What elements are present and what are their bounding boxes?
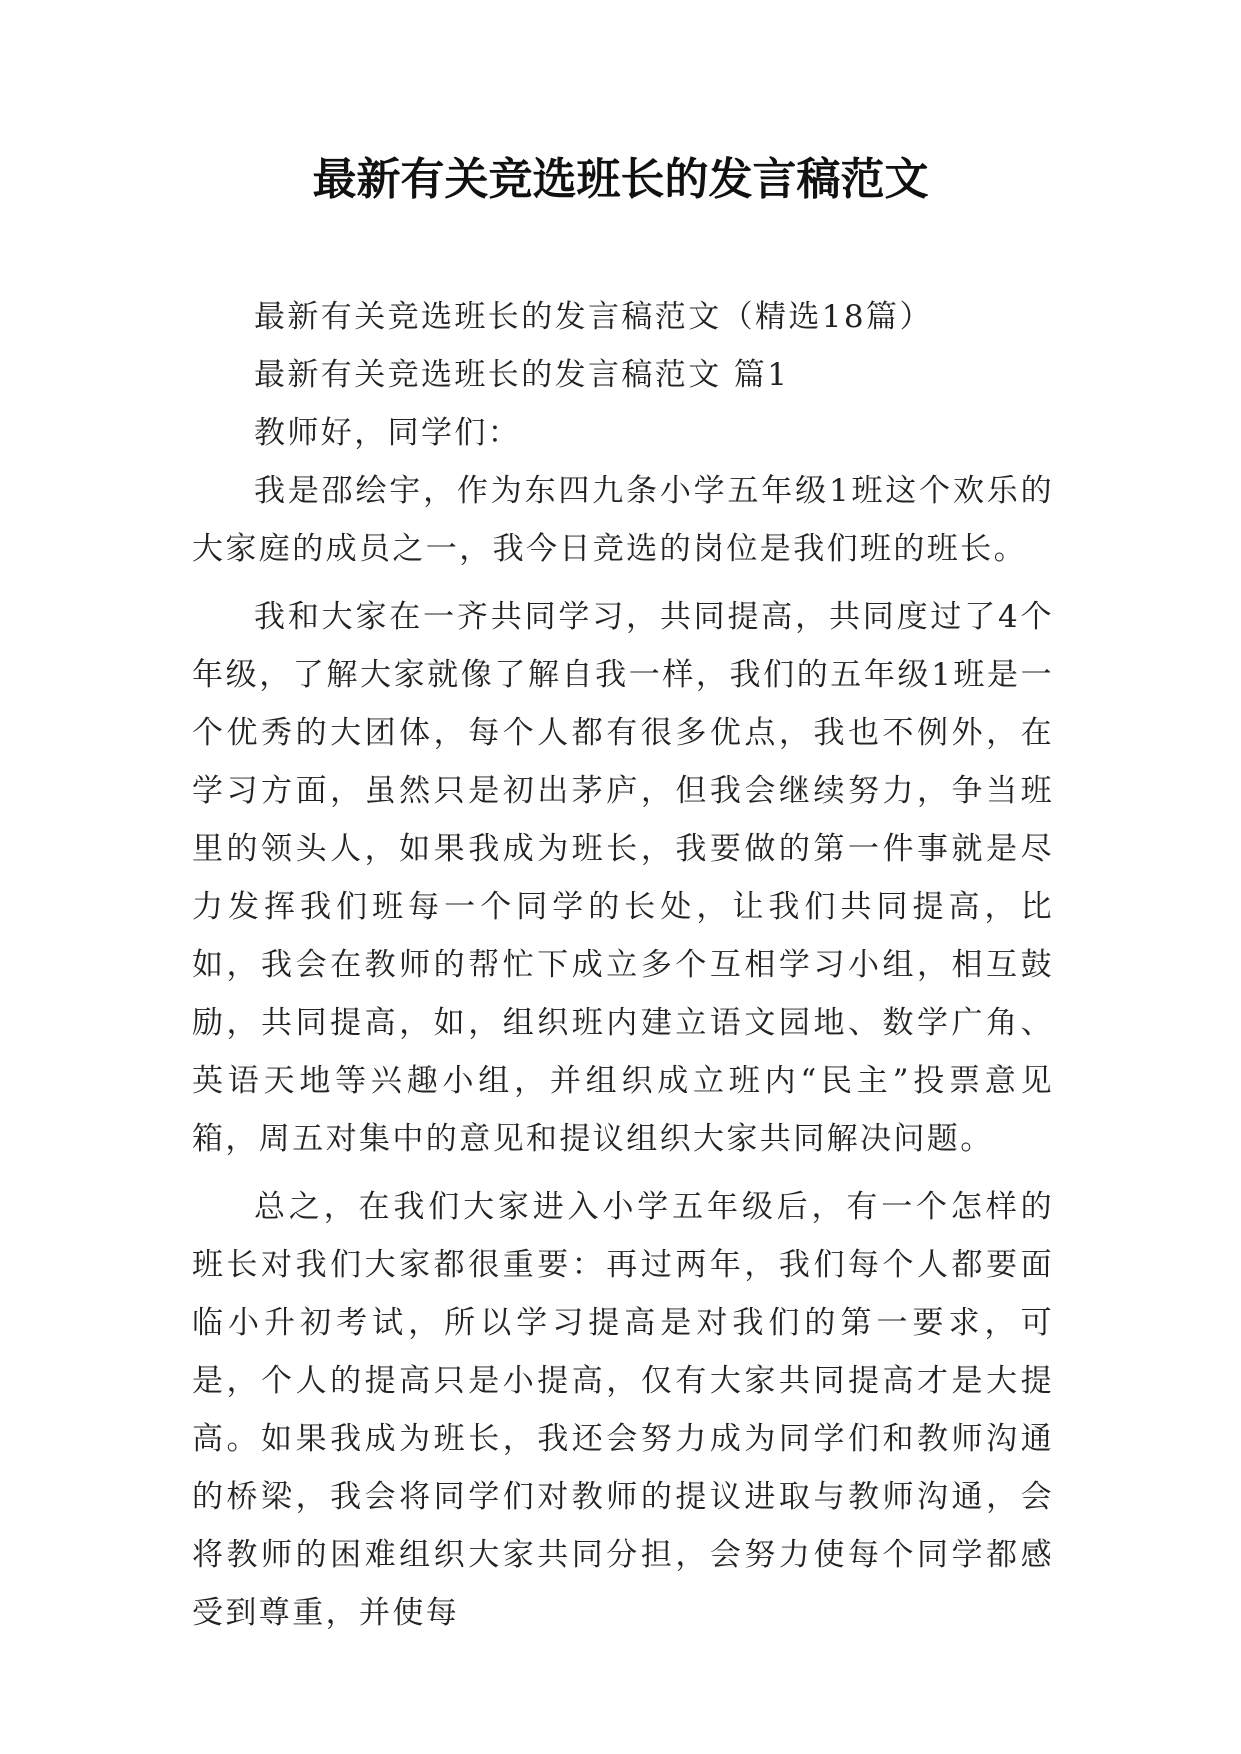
paragraph-subtitle: 最新有关竞选班长的发言稿范文（精选18篇） (254, 299, 933, 335)
paragraph-greeting: 教师好，同学们： (254, 415, 522, 451)
paragraph-section-heading: 最新有关竞选班长的发言稿范文 篇1 (254, 357, 790, 393)
paragraph: 总之，在我们大家进入小学五年级后，有一个怎样的班长对我们大家都很重要：再过两年，我们每个人都要面临小升初考试，所以学习提高是对我们的第一要求，可是，个人的提高只是小提高，仅有大家共同提高才是大提高。如果我成为班长，我还会努力成为同学们和教师沟通的桥梁，我会将同学们对教师的提议进取与教师沟通，会将教师的困难组织大家共同分担，会努力使每个同学都感受到尊重，并使每 (192, 1189, 1054, 1631)
paragraph: 我是邵绘宇，作为东四九条小学五年级1班这个欢乐的大家庭的成员之一，我今日竞选的岗位是我们班的班长。 (192, 473, 1054, 567)
paragraph: 我和大家在一齐共同学习，共同提高，共同度过了4个年级，了解大家就像了解自我一样，我们的五年级1班是一个优秀的大团体，每个人都有很多优点，我也不例外，在学习方面，虽然只是初出茅庐，但我会继续努力，争当班里的领头人，如果我成为班长，我要做的第一件事就是尽力发挥我们班每一个同学的长处，让我们共同提高，比如，我会在教师的帮忙下成立多个互相学习小组，相互鼓励，共同提高，如，组织班内建立语文园地、数学广角、英语天地等兴趣小组，并组织成立班内“民主”投票意见箱，周五对集中的意见和提议组织大家共同解决问题。 (192, 599, 1054, 1157)
document-title: 最新有关竞选班长的发言稿范文 (312, 154, 929, 205)
document-body (192, 288, 1054, 1642)
